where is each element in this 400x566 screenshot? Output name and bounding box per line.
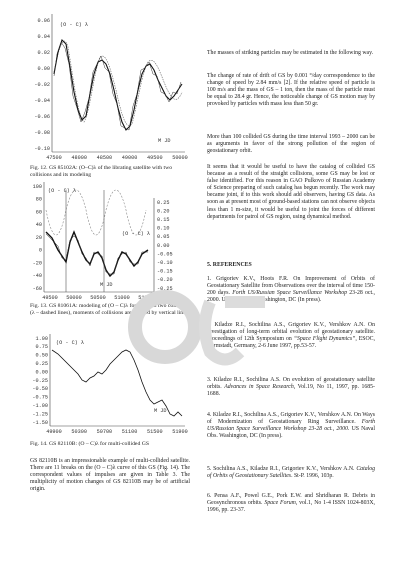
figure-12-y-tick-label: -0.06 — [34, 113, 50, 120]
figure-13-yright-tick-label: -0.25 — [157, 285, 173, 292]
figure-14-y-tick-label: -0.25 — [32, 377, 48, 384]
figure-13-yleft-tick-label: 100 — [32, 183, 42, 190]
left-body-paragraph: GS 82110B is an impressionable example of multi-collided satellite. There are 11 breaks on the (O – C)λ curve of this GS (Fig. 14). The correspondent values of impulses are given in Table 3. The multiplicity of motion changes of GS 82110B may be of artificial origin. — [30, 458, 190, 493]
figure-13-yright-tick-label: 0.15 — [157, 217, 170, 223]
figure-14-y-tick-label: 0.25 — [35, 361, 48, 367]
figure-14-y-tick-label: 0.50 — [35, 352, 48, 359]
figure-12-caption: Fig. 12. GS 85102A: (O–C)λ of the librating satellite with two collisions and its modeling — [30, 165, 173, 178]
body-paragraph-4: It seems that it would be useful to have the catalog of collided GS because as a result of the straight collisions, some GS may be lost or false identified. For this reason in GAO Pulkovo of Russian Academy of Science preparing of such catalog has begun recently. The work may became joint, if to this work should add observers, having GS data. As soon as at present most of ground-based stations can not observe objects less than 1 m-size, it would be useful to joint the forces of different departments for patrol of GS region, using dynamical method. — [207, 164, 375, 220]
figure-12-y-tick-label: 0.02 — [37, 49, 50, 56]
figure-12-y-tick-label: -0.02 — [34, 81, 50, 88]
figure-14-y-tick-label: 0.75 — [35, 344, 48, 351]
figure-14-x-tick-label: 49900 — [46, 429, 62, 435]
figure-14-x-tick-label: 50700 — [96, 429, 113, 435]
figure-12-y-tick-label: -0.04 — [34, 97, 50, 104]
figure-12-y-tick-label: -0.08 — [34, 129, 50, 136]
reference-4: 4. Kiladze R.I., Sochilina A.S., Grigoriev K.V., Vershkov A.N. On Ways of Modernization of Geostationary Ring Surveillance. Forth US/Russian Space Surveillance Workshop 23-28 oct., 2000. US Naval Obs. Washington, DC (In press). — [207, 412, 375, 440]
figure-13-yright-tick-label: 0.05 — [157, 234, 170, 241]
figure-12-y-tick-label: 0.06 — [37, 17, 50, 24]
figure-14-caption: Fig. 14. GS 82110B: (O – C)λ for multi-collided GS — [30, 441, 149, 447]
figure-13-yright-tick-label: -0.20 — [157, 277, 173, 284]
figure-14-x-tick-label: 51900 — [172, 429, 188, 435]
figure-12-y-tick-label: 0.00 — [37, 65, 50, 72]
figure-13-yleft-tick-label: 40 — [35, 222, 42, 229]
figure-12 — [30, 12, 190, 162]
figure-14-y-tick-label: -1.00 — [32, 403, 48, 409]
reference-5: 5. Sochilina A.S., Kiladze R.I., Grigoriev K.V., Vershkov A.N. Catalog of Orbits of Geostationary Satellites. St-P. 1996, 103p. — [207, 466, 375, 480]
figure-13-yleft-tick-label: 80 — [35, 196, 42, 203]
figure-13-yright-tick-label: -0.15 — [157, 268, 173, 275]
body-paragraph-3: More than 100 collided GS during the time interval 1993 – 2000 can be as arguments in favor of the strong pollution of the region of geostationary orbit. — [207, 134, 375, 155]
figure-12-x-tick-label: 48000 — [71, 155, 87, 161]
figure-12-y-tick-label: 0.04 — [37, 33, 50, 40]
figure-13-yleft-tick-label: -40 — [32, 273, 42, 280]
figure-14-y-tick-label: -0.50 — [32, 386, 48, 393]
figure-14-y-tick-label: 0.00 — [35, 369, 48, 376]
figure-13-yleft-tick-label: -20 — [32, 260, 42, 267]
figure-13-plot — [30, 180, 190, 302]
figure-14-y-tick-label: -0.75 — [32, 394, 48, 401]
figure-13-yleft-tick-label: 20 — [35, 234, 42, 241]
figure-13-yleft-tick-label: -60 — [32, 285, 42, 292]
figure-13-ylabel: (O - C) λ — [48, 188, 77, 194]
figure-14-xlabel: M JD — [154, 408, 167, 414]
figure-13-yleft-tick-label: 60 — [35, 209, 42, 216]
figure-14-ylabel: (O - C) λ — [56, 340, 85, 346]
figure-13-yright-tick-label: 0.10 — [157, 225, 170, 232]
figure-14-plot — [30, 330, 190, 440]
figure-13 — [30, 180, 190, 302]
figure-13-yleft-tick-label: 0 — [38, 247, 42, 254]
figure-12-x-tick-label: 50000 — [172, 155, 188, 161]
figure-13-yright-tick-label: 0.20 — [157, 208, 170, 215]
figure-13-x-tick-label: 50000 — [66, 295, 82, 301]
reference-2: 2. Kiladze R.I., Sochilina A.S., Grigoriev K.V., Vershkov A.N. On investigation of long-term orbital evolution of geostationary satellite. Proceedings of 12th Symposium on “Space Flight Dynamics”, ESOC, Darmstadt, Germany, 2-6 June 1997, pp.53-57. — [207, 322, 376, 350]
figure-13-x-tick-label: 51500 — [138, 295, 154, 301]
figure-12-x-tick-label: 49000 — [121, 155, 138, 161]
figure-14-y-tick-label: -1.25 — [32, 411, 48, 418]
figure-14-y-tick-label: 1.00 — [35, 335, 48, 342]
body-paragraph-2: The change of rate of drift of GS by 0.001 °/day correspondence to the change of speed by 2.84 mm/s [2]. If the relative speed of particle is 100 m/s and the mass of GS – 1 ton, then the mass of the particle must be equal to 28.4 gr. Hence, the noticeable change of GS motion may by provoked by particles with mass less than 50 gr. — [207, 73, 375, 108]
figure-13-yright-tick-label: -0.05 — [157, 251, 173, 258]
figure-13-x-tick-label: 50500 — [90, 295, 106, 301]
figure-14-y-tick-label: -1.50 — [32, 419, 48, 426]
figure-13-caption: Fig. 13. GS 81061A: modeling of (O – C)λ for GS with two collisions (λ – dashed lines), moments of collisions are marked by vertical lines — [30, 303, 190, 316]
figure-13-yright-tick-label: -0.10 — [157, 260, 173, 266]
figure-12-y-tick-label: -0.10 — [34, 145, 50, 152]
reference-3: 3. Kiladze R.I., Sochilina A.S. On evolution of geostationary satellite orbits. Advances in Space Research, Vol.19, No 11, 1997, pp. 1685-1688. — [207, 377, 375, 398]
figure-12-x-tick-label: 47500 — [46, 155, 62, 161]
reference-1: 1. Grigoriev K.V., Hoots F.R. On Improvement of Orbits of Geostationary Satellite from Observations over the interval of time 150-200 days. Forth US/Russian Space Surveillance Workshop 23-28 oct., 2000. US Naval Obs. Washington, DC (In press). — [207, 276, 375, 304]
figure-14-x-tick-label: 50300 — [71, 429, 87, 435]
body-paragraph-1: The masses of striking particles may be estimated in the following way. — [207, 50, 374, 56]
figure-12-x-tick-label: 48500 — [96, 155, 113, 161]
figure-14-x-tick-label: 51500 — [147, 429, 163, 435]
figure-13-right-ylabel: (O - C) λ — [122, 231, 151, 237]
figure-13-x-tick-label: 49500 — [42, 295, 58, 301]
reference-6: 6. Pensa A.F., Powel G.E., Pork E.W. and Shridharan R. Debris in Geosynchronous orbits. Space Forum, vol.1, No 1-4 ISSN 1024-803X, 1996, pp. 23-37. — [207, 493, 376, 514]
figure-13-yright-tick-label: 0.25 — [157, 199, 170, 206]
figure-14 — [30, 330, 190, 440]
references-heading: 5. REFERENCES — [207, 262, 252, 268]
figure-12-x-tick-label: 49500 — [147, 155, 163, 161]
figure-14-x-tick-label: 51100 — [121, 429, 138, 435]
figure-12-plot — [30, 12, 190, 162]
figure-13-x-tick-label: 51000 — [114, 295, 130, 301]
figure-13-yright-tick-label: 0.00 — [157, 242, 170, 249]
figure-12-ylabel: (O - C) λ — [60, 22, 89, 28]
figure-13-xlabel: M JD — [100, 282, 113, 288]
figure-12-xlabel: M JD — [158, 138, 171, 144]
